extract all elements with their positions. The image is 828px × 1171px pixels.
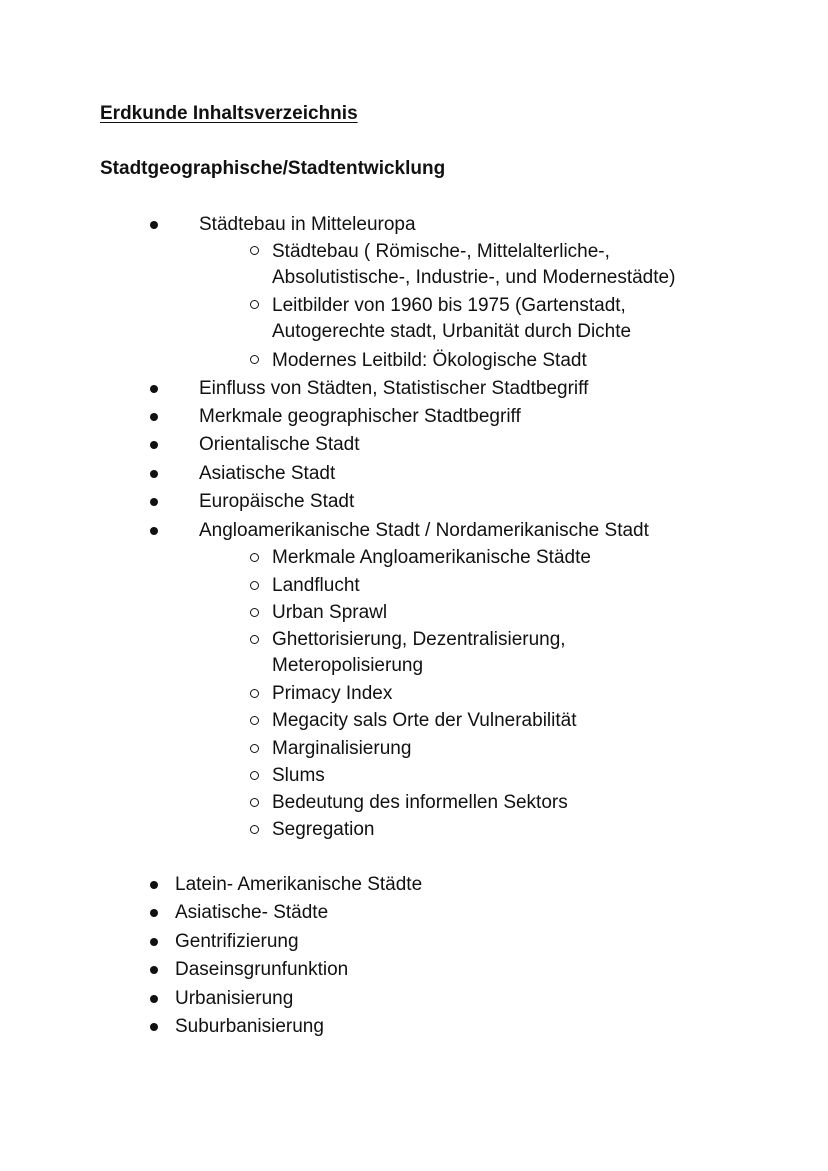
bullet-icon: [150, 1023, 158, 1031]
circle-bullet-icon: [250, 744, 259, 753]
document-title: Erdkunde Inhaltsverzeichnis: [100, 103, 358, 124]
list-item-einfluss-von-staedten: Einfluss von Städten, Statistischer Stadtbegriff: [199, 378, 589, 399]
sub-item-primacy-index: Primacy Index: [272, 683, 393, 704]
sub-item-leitbilder-line1: Leitbilder von 1960 bis 1975 (Gartenstadt,: [272, 295, 626, 316]
list-item-orientalische-stadt: Orientalische Stadt: [199, 434, 360, 455]
bullet-icon: [150, 938, 158, 946]
section-heading: Stadtgeographische/Stadtentwicklung: [100, 158, 446, 179]
sub-item-megacity: Megacity sals Orte der Vulnerabilität: [272, 710, 577, 731]
circle-bullet-icon: [250, 553, 259, 562]
sub-item-staedtebau-line2: Absolutistische-, Industrie-, und Modernestädte): [272, 267, 676, 288]
list-item-gentrifizierung: Gentrifizierung: [175, 931, 299, 952]
bullet-icon: [150, 881, 158, 889]
sub-item-segregation: Segregation: [272, 819, 375, 840]
circle-bullet-icon: [250, 581, 259, 590]
sub-item-urban-sprawl: Urban Sprawl: [272, 602, 388, 623]
list-item-europaeische-stadt: Europäische Stadt: [199, 491, 355, 512]
list-item-urbanisierung: Urbanisierung: [175, 988, 294, 1009]
list-item-daseinsgrundfunktion: Daseinsgrunfunktion: [175, 959, 349, 980]
bullet-icon: [150, 995, 158, 1003]
circle-bullet-icon: [250, 716, 259, 725]
circle-bullet-icon: [250, 608, 259, 617]
circle-bullet-icon: [250, 246, 259, 255]
list-item-asiatische-stadt: Asiatische Stadt: [199, 463, 336, 484]
list-item-angloamerikanische-stadt: Angloamerikanische Stadt / Nordamerikanische Stadt: [199, 520, 649, 541]
sub-item-slums: Slums: [272, 765, 325, 786]
list-item-suburbanisierung: Suburbanisierung: [175, 1016, 324, 1037]
bullet-icon: [150, 527, 158, 535]
circle-bullet-icon: [250, 355, 259, 364]
sub-item-merkmale-angloamerikanisch: Merkmale Angloamerikanische Städte: [272, 547, 591, 568]
bullet-icon: [150, 909, 158, 917]
bullet-icon: [150, 441, 158, 449]
circle-bullet-icon: [250, 825, 259, 834]
bullet-icon: [150, 221, 158, 229]
list-item-lateinamerikanische-staedte: Latein- Amerikanische Städte: [175, 874, 423, 895]
sub-item-ghettorisierung-line1: Ghettorisierung, Dezentralisierung,: [272, 629, 566, 650]
sub-item-landflucht: Landflucht: [272, 575, 360, 596]
circle-bullet-icon: [250, 798, 259, 807]
bullet-icon: [150, 385, 158, 393]
sub-item-ghettorisierung-line2: Meteropolisierung: [272, 655, 424, 676]
list-item-merkmale-stadtbegriff: Merkmale geographischer Stadtbegriff: [199, 406, 521, 427]
circle-bullet-icon: [250, 771, 259, 780]
bullet-icon: [150, 966, 158, 974]
sub-item-leitbilder-line2: Autogerechte stadt, Urbanität durch Dichte: [272, 321, 632, 342]
circle-bullet-icon: [250, 689, 259, 698]
bullet-icon: [150, 470, 158, 478]
sub-item-informeller-sektor: Bedeutung des informellen Sektors: [272, 792, 568, 813]
circle-bullet-icon: [250, 635, 259, 644]
sub-item-marginalisierung: Marginalisierung: [272, 738, 412, 759]
list-item-staedtebau-mitteleuropa: Städtebau in Mitteleuropa: [199, 214, 416, 235]
list-item-asiatische-staedte: Asiatische- Städte: [175, 902, 329, 923]
circle-bullet-icon: [250, 300, 259, 309]
bullet-icon: [150, 413, 158, 421]
bullet-icon: [150, 498, 158, 506]
sub-item-modernes-leitbild: Modernes Leitbild: Ökologische Stadt: [272, 350, 587, 371]
sub-item-staedtebau-line1: Städtebau ( Römische-, Mittelalterliche-,: [272, 241, 610, 262]
